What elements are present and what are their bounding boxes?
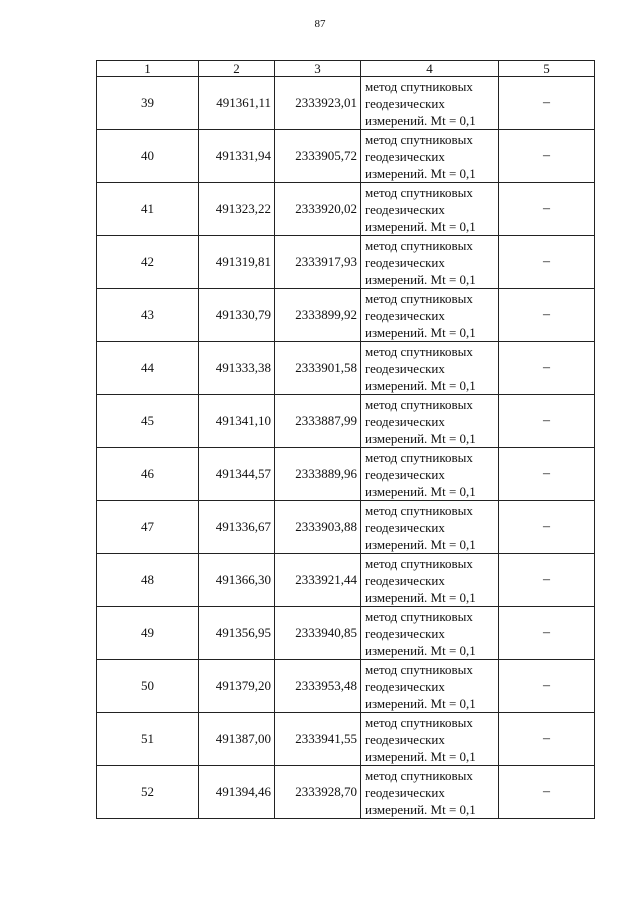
note-cell: – [499, 342, 595, 395]
y-coordinate-cell: 2333903,88 [275, 501, 361, 554]
point-number-cell: 39 [97, 77, 199, 130]
method-cell: метод спутниковых геодезических измерений. Mt = 0,1 [361, 713, 499, 766]
method-cell: метод спутниковых геодезических измерений. Mt = 0,1 [361, 448, 499, 501]
method-cell: метод спутниковых геодезических измерений. Mt = 0,1 [361, 183, 499, 236]
table-row [97, 183, 595, 236]
method-cell: метод спутниковых геодезических измерений. Mt = 0,1 [361, 766, 499, 819]
point-number-cell: 49 [97, 607, 199, 660]
table-body [97, 77, 595, 819]
y-coordinate-cell: 2333940,85 [275, 607, 361, 660]
method-cell: метод спутниковых геодезических измерений. Mt = 0,1 [361, 77, 499, 130]
x-coordinate-cell: 491319,81 [199, 236, 275, 289]
table-row [97, 554, 595, 607]
table-row [97, 130, 595, 183]
method-cell: метод спутниковых геодезических измерений. Mt = 0,1 [361, 289, 499, 342]
y-coordinate-cell: 2333921,44 [275, 554, 361, 607]
table-header-row [97, 61, 595, 77]
note-cell: – [499, 183, 595, 236]
coordinates-table [96, 60, 595, 819]
y-coordinate-cell: 2333928,70 [275, 766, 361, 819]
note-cell: – [499, 448, 595, 501]
y-coordinate-cell: 2333953,48 [275, 660, 361, 713]
point-number-cell: 45 [97, 395, 199, 448]
y-coordinate-cell: 2333899,92 [275, 289, 361, 342]
x-coordinate-cell: 491356,95 [199, 607, 275, 660]
method-cell: метод спутниковых геодезических измерений. Mt = 0,1 [361, 130, 499, 183]
column-header-2: 2 [199, 61, 275, 77]
note-cell: – [499, 501, 595, 554]
note-cell: – [499, 554, 595, 607]
x-coordinate-cell: 491341,10 [199, 395, 275, 448]
note-cell: – [499, 607, 595, 660]
method-cell: метод спутниковых геодезических измерений. Mt = 0,1 [361, 236, 499, 289]
table-row [97, 501, 595, 554]
y-coordinate-cell: 2333887,99 [275, 395, 361, 448]
table-row [97, 607, 595, 660]
point-number-cell: 43 [97, 289, 199, 342]
note-cell: – [499, 130, 595, 183]
table-row [97, 448, 595, 501]
note-cell: – [499, 236, 595, 289]
point-number-cell: 44 [97, 342, 199, 395]
point-number-cell: 40 [97, 130, 199, 183]
method-cell: метод спутниковых геодезических измерений. Mt = 0,1 [361, 554, 499, 607]
y-coordinate-cell: 2333923,01 [275, 77, 361, 130]
column-header-1: 1 [97, 61, 199, 77]
method-cell: метод спутниковых геодезических измерений. Mt = 0,1 [361, 501, 499, 554]
y-coordinate-cell: 2333901,58 [275, 342, 361, 395]
table-row [97, 766, 595, 819]
x-coordinate-cell: 491333,38 [199, 342, 275, 395]
y-coordinate-cell: 2333905,72 [275, 130, 361, 183]
point-number-cell: 50 [97, 660, 199, 713]
note-cell: – [499, 660, 595, 713]
x-coordinate-cell: 491344,57 [199, 448, 275, 501]
table-row [97, 289, 595, 342]
y-coordinate-cell: 2333917,93 [275, 236, 361, 289]
page-number: 87 [314, 18, 326, 30]
note-cell: – [499, 289, 595, 342]
column-header-5: 5 [499, 61, 595, 77]
point-number-cell: 46 [97, 448, 199, 501]
point-number-cell: 41 [97, 183, 199, 236]
table-row [97, 395, 595, 448]
table-row [97, 77, 595, 130]
note-cell: – [499, 766, 595, 819]
y-coordinate-cell: 2333889,96 [275, 448, 361, 501]
x-coordinate-cell: 491366,30 [199, 554, 275, 607]
table-row [97, 342, 595, 395]
point-number-cell: 52 [97, 766, 199, 819]
x-coordinate-cell: 491323,22 [199, 183, 275, 236]
x-coordinate-cell: 491331,94 [199, 130, 275, 183]
method-cell: метод спутниковых геодезических измерений. Mt = 0,1 [361, 660, 499, 713]
table-row [97, 713, 595, 766]
point-number-cell: 42 [97, 236, 199, 289]
table-row [97, 236, 595, 289]
note-cell: – [499, 713, 595, 766]
x-coordinate-cell: 491330,79 [199, 289, 275, 342]
y-coordinate-cell: 2333920,02 [275, 183, 361, 236]
table-row [97, 660, 595, 713]
y-coordinate-cell: 2333941,55 [275, 713, 361, 766]
method-cell: метод спутниковых геодезических измерений. Mt = 0,1 [361, 395, 499, 448]
x-coordinate-cell: 491379,20 [199, 660, 275, 713]
x-coordinate-cell: 491387,00 [199, 713, 275, 766]
note-cell: – [499, 77, 595, 130]
method-cell: метод спутниковых геодезических измерений. Mt = 0,1 [361, 607, 499, 660]
point-number-cell: 51 [97, 713, 199, 766]
x-coordinate-cell: 491394,46 [199, 766, 275, 819]
point-number-cell: 47 [97, 501, 199, 554]
method-cell: метод спутниковых геодезических измерений. Mt = 0,1 [361, 342, 499, 395]
column-header-3: 3 [275, 61, 361, 77]
column-header-4: 4 [361, 61, 499, 77]
x-coordinate-cell: 491336,67 [199, 501, 275, 554]
note-cell: – [499, 395, 595, 448]
point-number-cell: 48 [97, 554, 199, 607]
x-coordinate-cell: 491361,11 [199, 77, 275, 130]
